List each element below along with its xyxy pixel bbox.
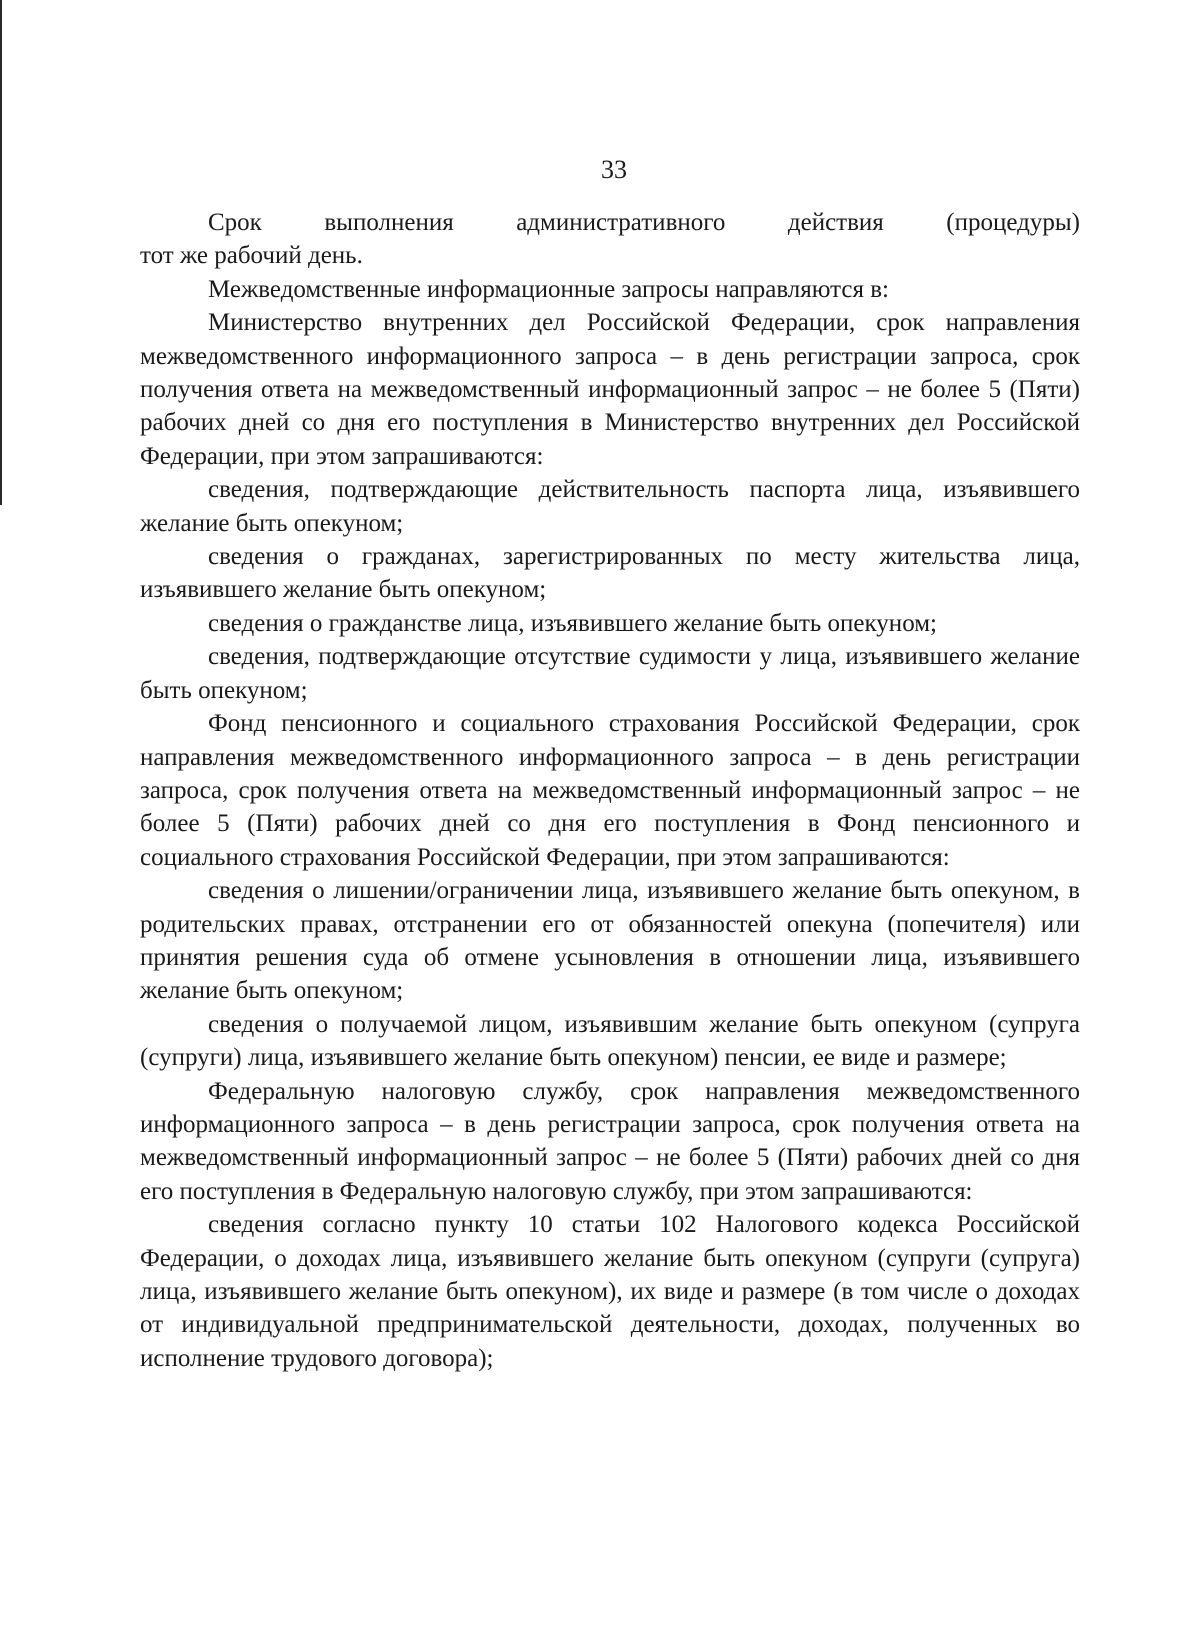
paragraph-deadline: Срок выполнения административного действия (процедуры) <box>208 209 1080 236</box>
paragraph-sfr-parental-rights: сведения о лишении/ограничении лица, изъявившего желание быть опекуном, в родительских правах, отстранении его от обязанностей опекуна (попечителя) или принятия решения суда об отмене усыновления в отношении лица, изъявившего желание быть опекуном; <box>140 877 1080 1005</box>
paragraph-mvd-criminal-record: сведения, подтверждающие отсутствие судимости у лица, изъявившего желание быть опекуном; <box>140 643 1080 704</box>
paragraph-requests-intro: Межведомственные информационные запросы направляются в: <box>208 275 889 303</box>
scan-edge-line <box>0 0 2 505</box>
paragraph-mvd-citizenship: сведения о гражданстве лица, изъявившего желание быть опекуном; <box>208 609 937 637</box>
paragraph-sfr: Фонд пенсионного и социального страхования Российской Федерации, срок направления межведомственного информационного запроса – в день регистрации запроса, срок получения ответа на межведомственный информационный запрос – не более 5 (Пяти) рабочих дней со дня его поступления в Фонд пенсионного и социального страхования Российской Федерации, при этом запрашиваются: <box>140 710 1080 871</box>
paragraph-sfr-pension: сведения о получаемой лицом, изъявившим желание быть опекуном (супруга (супруги) лица, изъявившего желание быть опекуном) пенсии, ее виде и размере; <box>140 1010 1080 1072</box>
document-body <box>140 206 1080 1375</box>
paragraph-fns: Федеральную налоговую службу, срок направления межведомственного информационного запроса – в день регистрации запроса, срок получения ответа на межведомственный информационный запрос – не более 5 (Пяти) рабочих дней со дня его поступления в Федеральную налоговую службу, при этом запрашиваются: <box>140 1077 1080 1205</box>
paragraph-mvd: Министерство внутренних дел Российской Федерации, срок направления межведомственного информационного запроса – в день регистрации запроса, срок получения ответа на межведомственный информационный запрос – не более 5 (Пяти) рабочих дней со дня его поступления в Министерство внутренних дел Российской Федерации, при этом запрашиваются: <box>140 309 1080 470</box>
page-number: 33 <box>601 155 627 184</box>
paragraph-fns-income: сведения согласно пункту 10 статьи 102 Налогового кодекса Российской Федерации, о доходах лица, изъявившего желание быть опекуном (супруги (супруга) лица, изъявившего желание быть опекуном), их виде и размере (в том числе о доходах от индивидуальной предпринимательской деятельности, доходах, полученных во исполнение трудового договора); <box>140 1211 1080 1372</box>
paragraph-deadline-continuation: тот же рабочий день. <box>140 242 363 270</box>
paragraph-mvd-passport: сведения, подтверждающие действительность паспорта лица, изъявившего желание быть опекуном; <box>140 476 1080 537</box>
paragraph-mvd-residence: сведения о гражданах, зарегистрированных по месту жительства лица, изъявившего желание быть опекуном; <box>140 543 1080 604</box>
